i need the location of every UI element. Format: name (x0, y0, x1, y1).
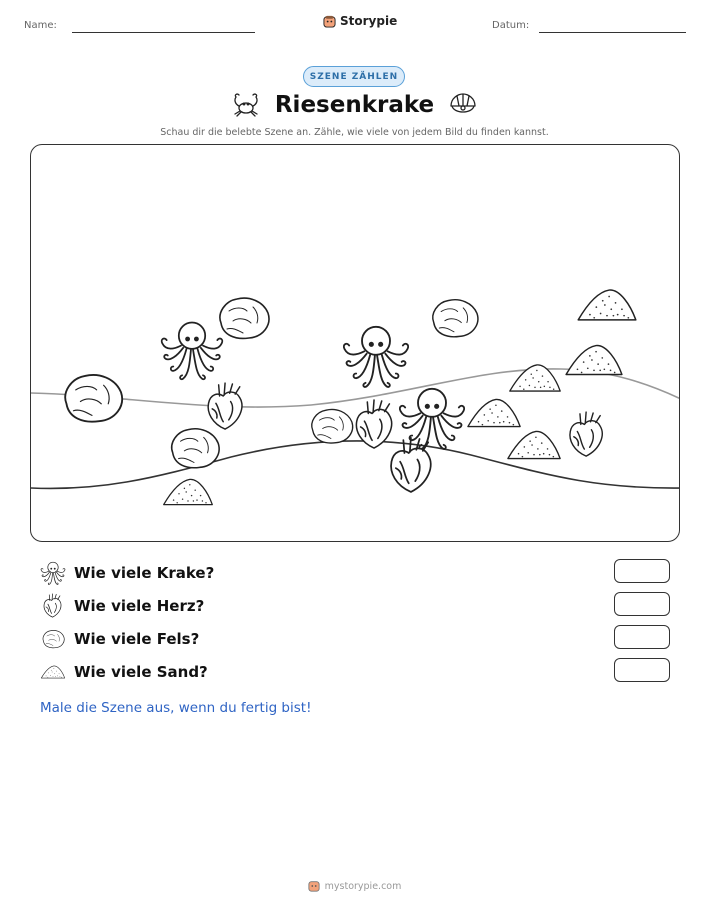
storypie-logo-icon (323, 15, 336, 28)
subtitle: Schau dir die belebte Szene an. Zähle, wie viele von jedem Bild du finden kannst. (160, 127, 549, 138)
question-text: Wie viele Krake? (74, 564, 215, 582)
question-row-sand (40, 659, 670, 685)
rock-3 (65, 375, 122, 422)
title-row (0, 92, 709, 118)
brand (323, 14, 397, 28)
question-text: Wie viele Sand? (74, 663, 208, 681)
sand-1 (578, 290, 636, 320)
footer (0, 880, 709, 892)
storypie-logo-icon (308, 880, 320, 892)
date-line[interactable] (539, 32, 686, 33)
brand-name: Storypie (340, 14, 398, 28)
octopus-icon (40, 560, 66, 586)
coloring-instruction: Male die Szene aus, wenn du fertig bist! (40, 700, 312, 716)
question-row-rock (40, 626, 670, 652)
rock-5 (312, 409, 353, 443)
octopus-3 (400, 389, 464, 449)
footer-url[interactable]: mystorypie.com (324, 880, 402, 892)
counting-scene (30, 144, 680, 542)
date-label: Datum: (492, 20, 530, 31)
heart-icon (40, 593, 66, 619)
rock-icon (40, 626, 66, 652)
sand-2 (566, 345, 622, 374)
rock-4 (172, 429, 219, 468)
rock-1 (220, 298, 269, 338)
sand-icon (40, 659, 66, 685)
name-line[interactable] (72, 32, 255, 33)
page-title: Riesenkrake (274, 92, 435, 118)
answer-box-octopus[interactable] (614, 559, 670, 583)
rock-2 (433, 300, 478, 337)
shell-icon (448, 92, 478, 118)
question-row-heart (40, 593, 670, 619)
answer-box-sand[interactable] (614, 658, 670, 682)
heart-4 (570, 412, 602, 456)
sand-6 (164, 479, 213, 504)
name-label: Name: (24, 20, 57, 31)
question-text: Wie viele Fels? (74, 630, 200, 648)
octopus-2 (344, 327, 408, 387)
question-row-octopus (40, 560, 670, 586)
sand-5 (508, 431, 560, 458)
question-text: Wie viele Herz? (74, 597, 205, 615)
answer-box-heart[interactable] (614, 592, 670, 616)
heart-1 (208, 383, 242, 429)
scene-illustration (31, 145, 680, 542)
worksheet-type-badge: SZENE ZÄHLEN (303, 66, 405, 87)
octopus-1 (162, 323, 223, 380)
sand-4 (468, 399, 520, 426)
answer-box-rock[interactable] (614, 625, 670, 649)
crab-icon (231, 92, 261, 118)
